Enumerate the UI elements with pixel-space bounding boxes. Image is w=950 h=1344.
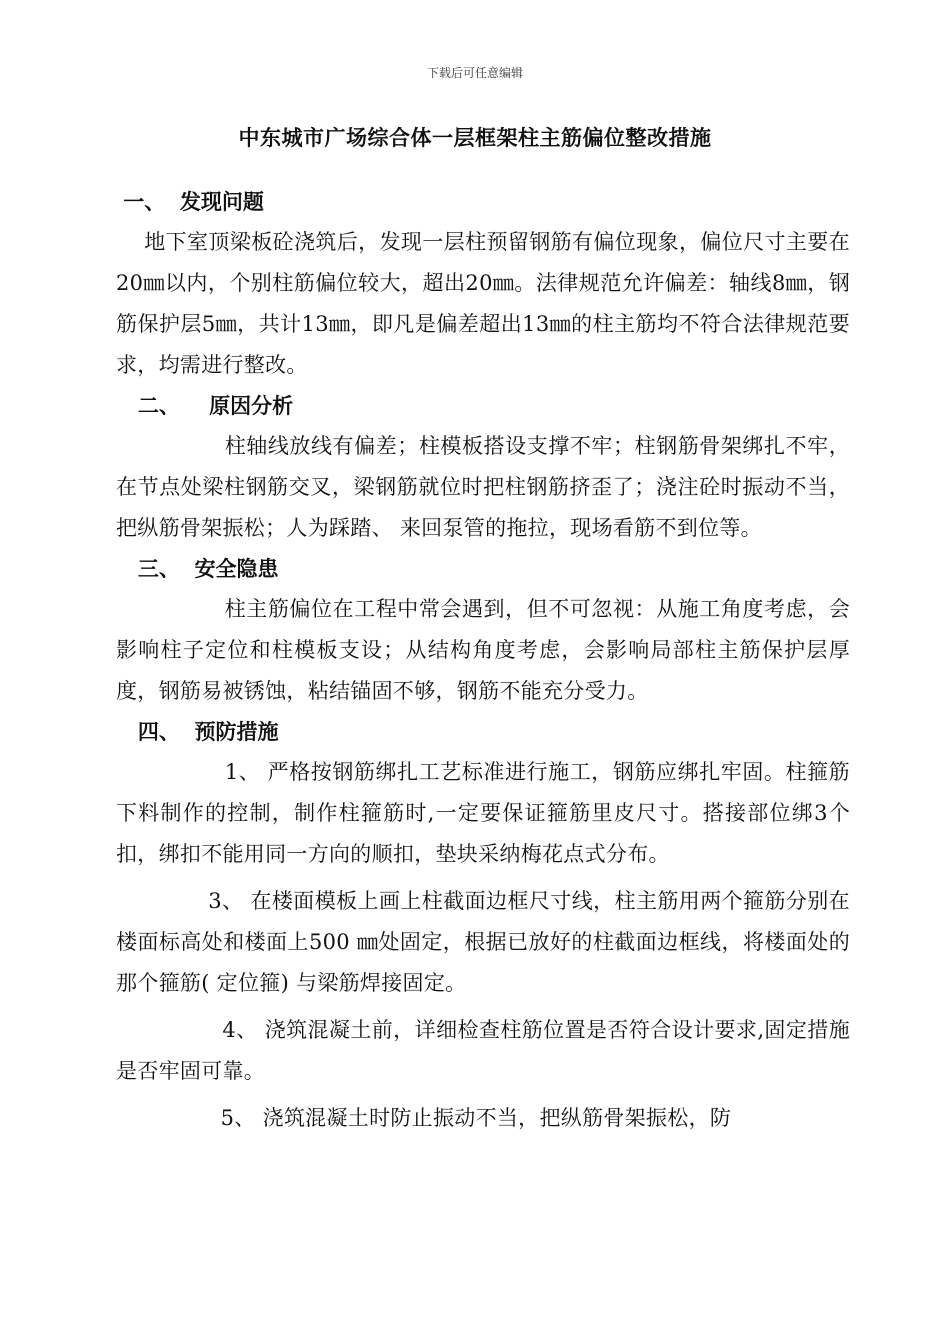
paragraph-item-4: 4、 浇筑混凝土前，详细检查柱筋位置是否符合设计要求,固定措施是否牢固可靠。 xyxy=(116,1018,850,1083)
document-title: 中东城市广场综合体一层框架柱主筋偏位整改措施 xyxy=(238,126,712,150)
paragraph-item-1: 1、 严格按钢筋绑扎工艺标准进行施工，钢筋应绑扎牢固。柱箍筋下料制作的控制，制作柱箍筋时,一定要保证箍筋里皮尺寸。搭接部位绑3个扣，绑扣不能用同一方向的顺扣，垫块采纳梅花点式分布。 xyxy=(116,760,850,866)
paragraph: 柱主筋偏位在工程中常会遇到，但不可忽视：从施工角度考虑，会影响柱子定位和柱模板支设；从结构角度考虑，会影响局部柱主筋保护层厚度，钢筋易被锈蚀，粘结锚固不够，钢筋不能充分受力。 xyxy=(116,597,850,703)
document-body xyxy=(116,182,850,1139)
section-prevention xyxy=(116,712,850,1139)
section-cause-analysis xyxy=(116,386,850,549)
section-heading: 一、 发现问题 xyxy=(116,190,264,214)
section-problem xyxy=(116,182,850,386)
section-heading: 三、 安全隐患 xyxy=(116,557,279,581)
paragraph-item-5: 5、 浇筑混凝土时防止振动不当，把纵筋骨架振松，防 xyxy=(116,1106,732,1130)
page-header-watermark: 下载后可任意编辑 xyxy=(426,66,523,80)
section-heading: 四、 预防措施 xyxy=(116,720,279,744)
section-safety-hazard xyxy=(116,549,850,712)
paragraph-item-3: 3、 在楼面模板上画上柱截面边框尺寸线，柱主筋用两个箍筋分别在楼面标高处和楼面上500 ㎜处固定，根据已放好的柱截面边框线，将楼面处的那个箍筋( 定位箍) 与梁筋焊接固定。 xyxy=(116,889,850,995)
paragraph: 地下室顶梁板砼浇筑后，发现一层柱预留钢筋有偏位现象，偏位尺寸主要在20㎜以内，个别柱筋偏位较大，超出20㎜。法律规范允许偏差：轴线8㎜，钢筋保护层5㎜，共计13㎜，即凡是偏差超出13㎜的柱主筋均不符合法律规范要求，均需进行整改。 xyxy=(116,230,850,377)
paragraph: 柱轴线放线有偏差；柱模板搭设支撑不牢；柱钢筋骨架绑扎不牢，在节点处梁柱钢筋交叉，梁钢筋就位时把柱钢筋挤歪了；浇注砼时振动不当，把纵筋骨架振松；人为踩踏、 来回泵管的拖拉，现场看筋不到位等。 xyxy=(116,434,850,540)
section-heading: 二、 原因分析 xyxy=(116,394,294,418)
